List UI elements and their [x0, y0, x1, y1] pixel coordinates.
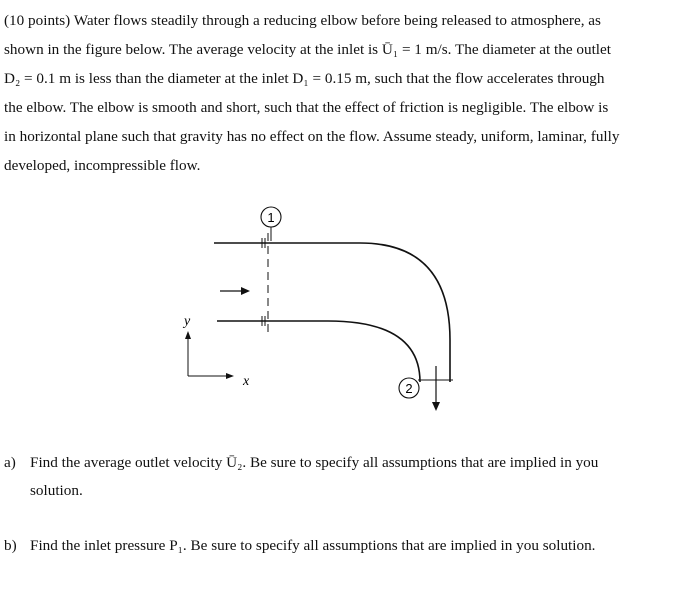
y-axis-label: y [184, 314, 191, 329]
problem-statement [4, 6, 672, 180]
question-a-text: Find the average outlet velocity Ū₂. Be sure to specify all assumptions that are implied in you [30, 454, 599, 471]
question-b-text: Find the inlet pressure P₁. Be sure to specify all assumptions that are implied in you solution. [30, 537, 596, 554]
problem-line: shown in the figure below. The average velocity at the inlet is Ū₁ = 1 m/s. The diameter at the outlet [4, 41, 611, 58]
flow-arrow-icon [241, 287, 250, 295]
y-axis-arrow-icon [185, 331, 191, 339]
problem-line: D₂ = 0.1 m is less than the diameter at the inlet D₁ = 0.15 m, such that the flow accelerates through [4, 70, 605, 87]
question-a-continued: solution. [30, 482, 83, 499]
problem-line: (10 points) Water flows steadily through a reducing elbow before being released to atmosphere, as [4, 12, 601, 29]
question-a-label: a) [4, 454, 16, 471]
question-b [4, 531, 595, 560]
pipe-inner-wall [217, 321, 420, 382]
x-axis-arrow-icon [226, 373, 234, 379]
problem-line: the elbow. The elbow is smooth and short, such that the effect of friction is negligible. The elbow is [4, 99, 609, 116]
question-b-label: b) [4, 537, 17, 554]
inlet-station-label: 1 [267, 210, 275, 225]
question-a [4, 448, 598, 477]
problem-line: developed, incompressible flow. [4, 157, 201, 174]
elbow-diagram [170, 200, 470, 415]
outlet-arrow-icon [432, 402, 440, 411]
reducing-elbow-figure [170, 200, 470, 415]
pipe-outer-wall [214, 243, 450, 382]
x-axis-label: x [243, 374, 250, 389]
problem-line: in horizontal plane such that gravity has no effect on the flow. Assume steady, uniform, laminar, fully [4, 128, 620, 145]
outlet-station-label: 2 [405, 381, 413, 396]
